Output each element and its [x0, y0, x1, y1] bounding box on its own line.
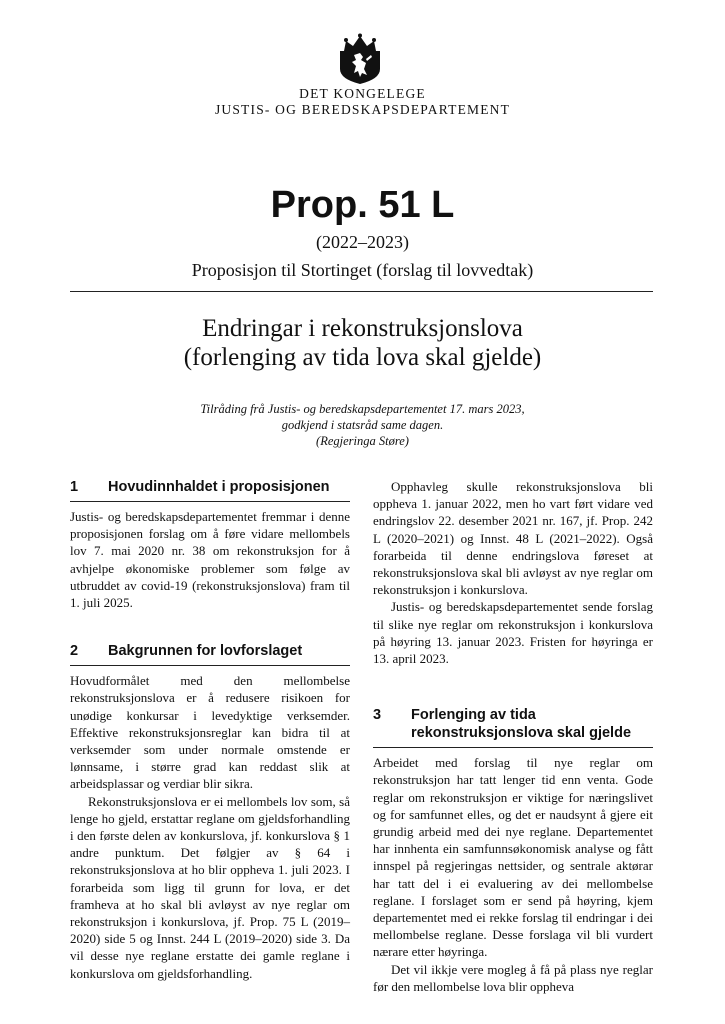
recommendation-line1: Tilråding frå Justis- og beredskapsdepartementet 17. mars 2023,: [200, 402, 525, 416]
section-rule: [70, 665, 350, 666]
document-type: Proposisjon til Stortinget (forslag til lovvedtak): [191, 260, 534, 280]
right-column: [373, 478, 653, 995]
section-rule: [70, 501, 350, 502]
paragraph: Justis- og beredskapsdepartementet fremmar i denne proposisjonen forslag om å føre vidare mellombels lov 7. mai 2020 nr. 38 om rekonstruksjon for å avhjelpe økonomiske problemer som følge av utbruddet av covid-19 (rekonstruksjonslova) fram til 1. juli 2025.: [70, 509, 350, 611]
proposition-number: Prop. 51 L: [270, 184, 455, 226]
section-number: 1: [70, 479, 79, 495]
paragraph: Opphavleg skulle rekonstruksjonslova bli oppheva 1. januar 2022, men ho vart ført vidare ved endringslov 22. desember 2021 nr. 167, jf. Prop. 242 L (2020–2021) og Innst. 48 L (2021–2022). Også forarbeida til denne endringslova føreset at rekonstruksjonslova skal bli avløyst av nye reglar om rekonstruksjon i konkurslova.: [373, 479, 653, 598]
department-name-line1: DET KONGELEGE: [299, 86, 426, 101]
section-number: 2: [70, 643, 79, 660]
department-name-line2: JUSTIS- OG BEREDSKAPSDEPARTEMENT: [214, 102, 511, 117]
section-title: Forlenging av tida rekonstruksjonslova skal gjelde: [411, 707, 632, 742]
coat-of-arms-icon: [336, 33, 384, 85]
section-heading-1: [70, 478, 350, 496]
session-years: (2022–2023): [316, 232, 409, 252]
paragraph: Rekonstruksjonslova er ei mellombels lov som, så lenge ho gjeld, erstattar reglane om gjeldsforhandling i den første delen av konkurslova, jf. konkurslova § 1 andre punktum. Det følgjer av § 64 i rekonstruksjonslova at ho blir oppheva 1. juli 2023. I forarbeida som ligg til grunn for lova, er det framheva at ho skal bli avløyst av nye reglar om rekonstruksjon i konkurslova, jf. Prop. 75 L (2019–2020) side 5 og Innst. 244 L (2019–2020) side 3. Da vil desse nye reglane erstatte dei gamle reglane i konkurslova om gjeldsforhandling.: [70, 793, 350, 981]
paragraph: Det vil ikkje vere mogleg å få på plass nye reglar før den mellombelse lova blir oppheva: [373, 961, 653, 994]
left-column: [70, 478, 350, 982]
section-heading-2: [70, 642, 350, 660]
section-title: Bakgrunnen for lovforslaget: [108, 643, 303, 660]
section-title: Hovudinnhaldet i proposisjonen: [108, 479, 330, 495]
paragraph: Arbeidet med forslag til nye reglar om rekonstruksjon har tatt lenger tid enn venta. Gode reglar om rekonstruksjon er viktige for næringslivet og for samfunnet elles, og det er naudsynt å gjere eit grundig arbeid med dei nye reglane. Departementet har innhenta ein samfunnsøkonomisk analyse og fått innspel på regjeringas nettsider, og sentrale aktørar har tatt del i ei evaluering av dei mellombelse reglane. I forslaget som er send på høyring, kjem departementet med ei rekke forslag til endringar i dei mellombelse reglane. Desse forslaga vil bli vurdert nærare etter høyringa.: [373, 755, 653, 960]
recommendation-line2: godkjend i statsråd same dagen.: [281, 418, 444, 432]
section-rule: [373, 747, 653, 748]
paragraph: Justis- og beredskapsdepartementet sende forslag til slike nye reglar om rekonstruksjon i konkurslova på høyring 13. januar 2023. Fristen for høyringa er 13. april 2023.: [373, 599, 653, 667]
title-divider: [70, 291, 653, 292]
section-number: 3: [373, 707, 382, 724]
main-title-line2: (forlenging av tida lova skal gjelde): [183, 344, 542, 371]
main-title-line1: Endringar i rekonstruksjonslova: [202, 315, 523, 342]
paragraph: Hovudformålet med den mellombelse rekonstruksjonslova er å redusere risikoen for unødige konkursar i levedyktige verksemder. Effektive rekonstruksjonsreglar kan bidra til at verksemder som under normale omstende er lønnsame, i større grad kan reddast slik at arbeidsplassar og verdiar blir sikra.: [70, 673, 350, 792]
section-heading-3: [373, 706, 653, 742]
recommendation-line3: (Regjeringa Støre): [316, 434, 409, 448]
